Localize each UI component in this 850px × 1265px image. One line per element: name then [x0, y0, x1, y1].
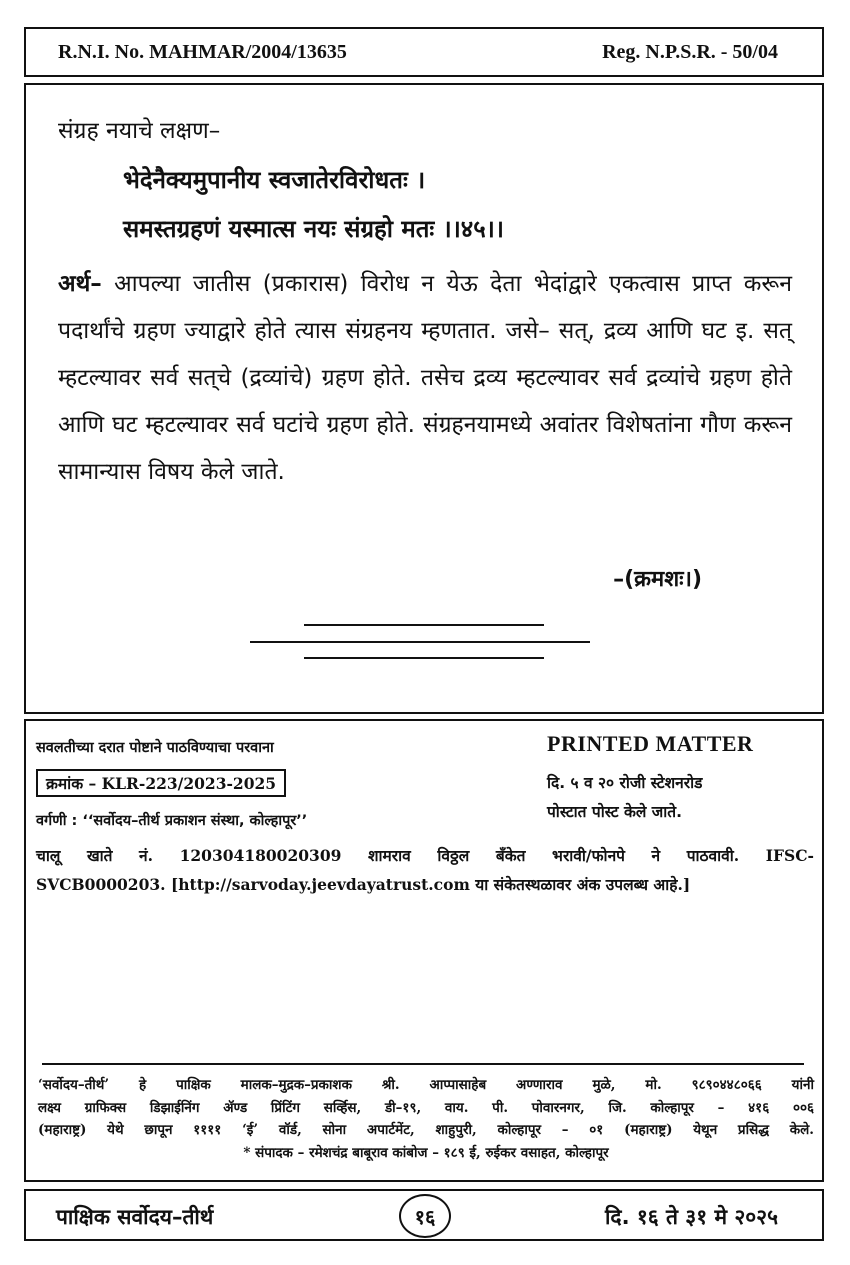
divider-top — [304, 624, 544, 626]
article-box — [24, 83, 824, 714]
publication-name: पाक्षिक सर्वोदय–तीर्थ — [56, 1205, 214, 1229]
meaning-text: आपल्या जातीस (प्रकारास) विरोध न येऊ देता भेदांद्वारे एकत्वास प्राप्त करून पदार्थांचे ग्रहण ज्याद्वारे होते त्यास संग्रहनय म्हणतात. जसे– सत्, द्रव्य आणि घट इ. सत् म्हटल्यावर सर्व सत्‌चे (द्रव्यांचे) ग्रहण होते. तसेच द्रव्य म्हटल्यावर सर्व द्रव्यांचे ग्रहण होते आणि घट म्हटल्यावर सर्व घटांचे ग्रहण होते. संग्रहनयामध्ये अवांतर विशेषतांना गौण करून सामान्यास विषय केले जाते. — [58, 271, 792, 485]
continued-marker: –(क्रमशः।) — [613, 567, 702, 592]
editor-line: * संपादक – रमेशचंद्र बाबूराव कांबोज – १८९ ई, रुईकर वसाहत, कोल्हापूर — [243, 1144, 609, 1161]
imprint-line-3: (महाराष्ट्र) येथे छापून ११११ ‘ई’ वॉर्ड, सोना अपार्टमेंट, शाहुपुरी, कोल्हापूर – ०१ (महाराष्ट्र) येथून प्रसिद्ध केले. — [38, 1122, 814, 1138]
verse-line-2: समस्तग्रहणं यस्मात्स नयः संग्रहो मतः ।।४५।। — [123, 215, 504, 243]
page-number: १६ — [399, 1194, 451, 1238]
divider-middle — [250, 641, 590, 643]
account-line-2: SVCB0000203. [http://sarvoday.jeevdayatrust.com या संकेतस्थळावर अंक उपलब्ध आहे.] — [36, 875, 691, 894]
footer-bar — [24, 1189, 824, 1241]
postal-notice-box — [24, 719, 824, 1182]
subscription-text: वर्गणी : ‘‘सर्वोदय–तीर्थ प्रकाशन संस्था, कोल्हापूर’’ — [36, 813, 308, 829]
imprint-line-1: ‘सर्वोदय–तीर्थ’ हे पाक्षिक मालक–मुद्रक–प्रकाशक श्री. आप्पासाहेब अण्णाराव मुळे, मो. ९८९०४४८०६६ यांनी — [38, 1077, 814, 1093]
license-number: क्रमांक – KLR-223/2023-2025 — [36, 769, 286, 797]
printed-matter-label: PRINTED MATTER — [547, 731, 754, 756]
imprint-block — [38, 1074, 814, 1164]
account-line-1: चालू खाते नं. 120304180020309 शामराव विठ्ठल बँकेत भरावी/फोनपे ने पाठवावी. IFSC- — [36, 846, 814, 865]
meaning-label: अर्थ– — [58, 271, 102, 297]
posting-schedule-line-2: पोस्टात पोस्ट केले जाते. — [547, 803, 683, 821]
rni-number: R.N.I. No. MAHMAR/2004/13635 — [58, 40, 347, 63]
account-details — [36, 841, 814, 899]
section-heading: संग्रह नयाचे लक्षण– — [58, 118, 221, 144]
header-bar — [24, 27, 824, 77]
registration-number: Reg. N.P.S.R. - 50/04 — [602, 40, 778, 63]
divider-bottom — [304, 657, 544, 659]
imprint-divider — [42, 1063, 804, 1065]
issue-date-range: दि. १६ ते ३१ मे २०२५ — [604, 1205, 778, 1229]
verse-line-1: भेदेनैक्यमुपानीय स्वजातेरविरोधतः । — [123, 166, 426, 194]
postal-permit-text: सवलतीच्या दरात पोष्टाने पाठविण्याचा परवाना — [36, 740, 274, 756]
imprint-line-2: लक्ष्य ग्राफिक्स डिझाईनिंग ॲण्ड प्रिंटिंग सर्व्हिस, डी–१९, वाय. पी. पोवारनगर, जि. कोल्हापूर – ४१६ ००६ — [38, 1099, 814, 1116]
meaning-paragraph — [58, 261, 792, 496]
posting-schedule-line-1: दि. ५ व २० रोजी स्टेशनरोड — [547, 774, 703, 792]
